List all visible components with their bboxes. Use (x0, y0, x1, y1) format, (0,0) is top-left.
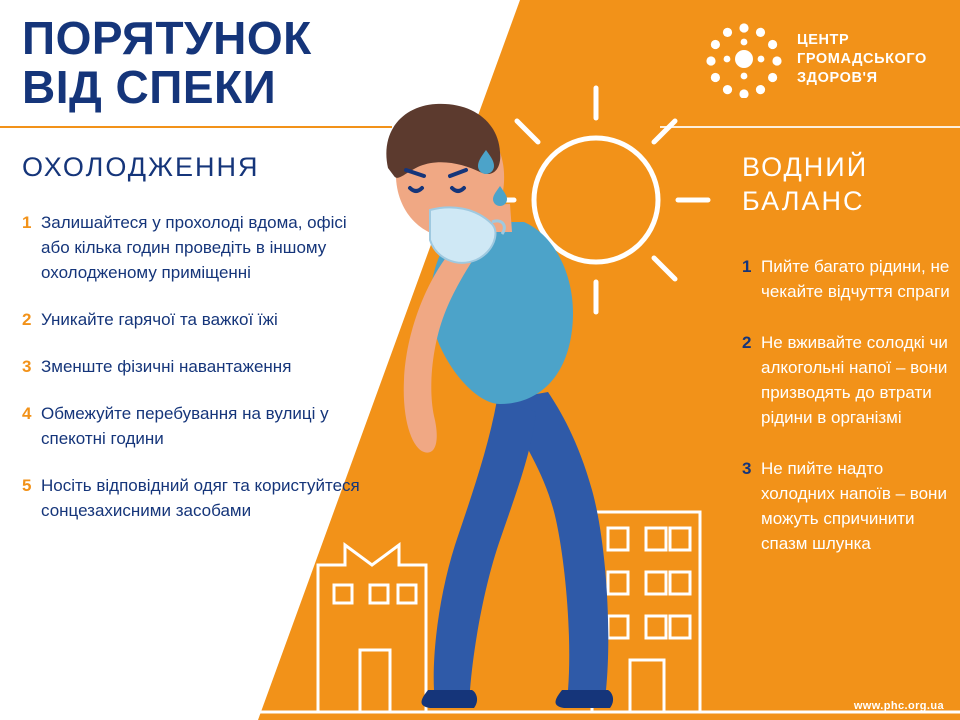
list-item (22, 401, 362, 451)
list-item-number: 3 (22, 357, 32, 376)
list-item-text: Не вживайте солодкі чи алкогольні напої – вони призводять до втрати рідини в організмі (761, 333, 948, 427)
list-item (22, 210, 362, 285)
list-item (22, 307, 362, 332)
list-item (22, 354, 362, 379)
logo-text-line-1: ЦЕНТР (797, 31, 850, 48)
list-item (742, 254, 960, 304)
list-item-number: 1 (22, 213, 32, 232)
section-cooling-heading: ОХОЛОДЖЕННЯ (22, 152, 260, 182)
page-title (22, 14, 492, 112)
list-item-text: Уникайте гарячої та важкої їжі (41, 310, 278, 329)
organization-logo (705, 20, 927, 98)
section-cooling (22, 150, 362, 545)
list-item (22, 473, 362, 523)
logo-text-line-2: ГРОМАДСЬКОГО (797, 50, 927, 67)
list-item-text: Носіть відповідний одяг та користуйтеся сонцезахисними засобами (41, 476, 360, 520)
header-divider-right (660, 126, 960, 128)
list-item-number: 2 (22, 310, 32, 329)
section-hydration-heading-line-2: БАЛАНС (742, 186, 865, 216)
section-hydration-heading-line-1: ВОДНИЙ (742, 152, 869, 182)
website-url[interactable]: www.phc.org.ua (853, 700, 944, 712)
list-item-number: 3 (742, 459, 752, 478)
list-item-text: Зменште фізичні навантаження (41, 357, 292, 376)
flower-dots-logo-icon (705, 20, 783, 98)
list-item-text: Залишайтеся у прохолоді вдома, офісі або кілька годин проведіть в іншому охолодженому приміщенні (41, 213, 347, 282)
list-item-number: 1 (742, 257, 752, 276)
title-line-2: ВІД СПЕКИ (22, 61, 277, 113)
list-item-text: Обмежуйте перебування на вулиці у спекотні години (41, 404, 329, 448)
header-divider-left (0, 126, 392, 128)
list-item-number: 5 (22, 476, 32, 495)
list-item-text: Пийте багато рідини, не чекайте відчуття спраги (761, 257, 950, 301)
title-line-1: ПОРЯТУНОК (22, 12, 312, 64)
list-item-number: 2 (742, 333, 752, 352)
list-item-number: 4 (22, 404, 32, 423)
section-hydration (742, 150, 960, 582)
list-item-text: Не пийте надто холодних напоїв – вони можуть спричинити спазм шлунка (761, 459, 947, 553)
list-item (742, 456, 960, 556)
section-hydration-heading (742, 150, 960, 218)
logo-text-line-3: ЗДОРОВ'Я (797, 69, 878, 86)
list-item (742, 330, 960, 430)
logo-text (797, 31, 927, 88)
